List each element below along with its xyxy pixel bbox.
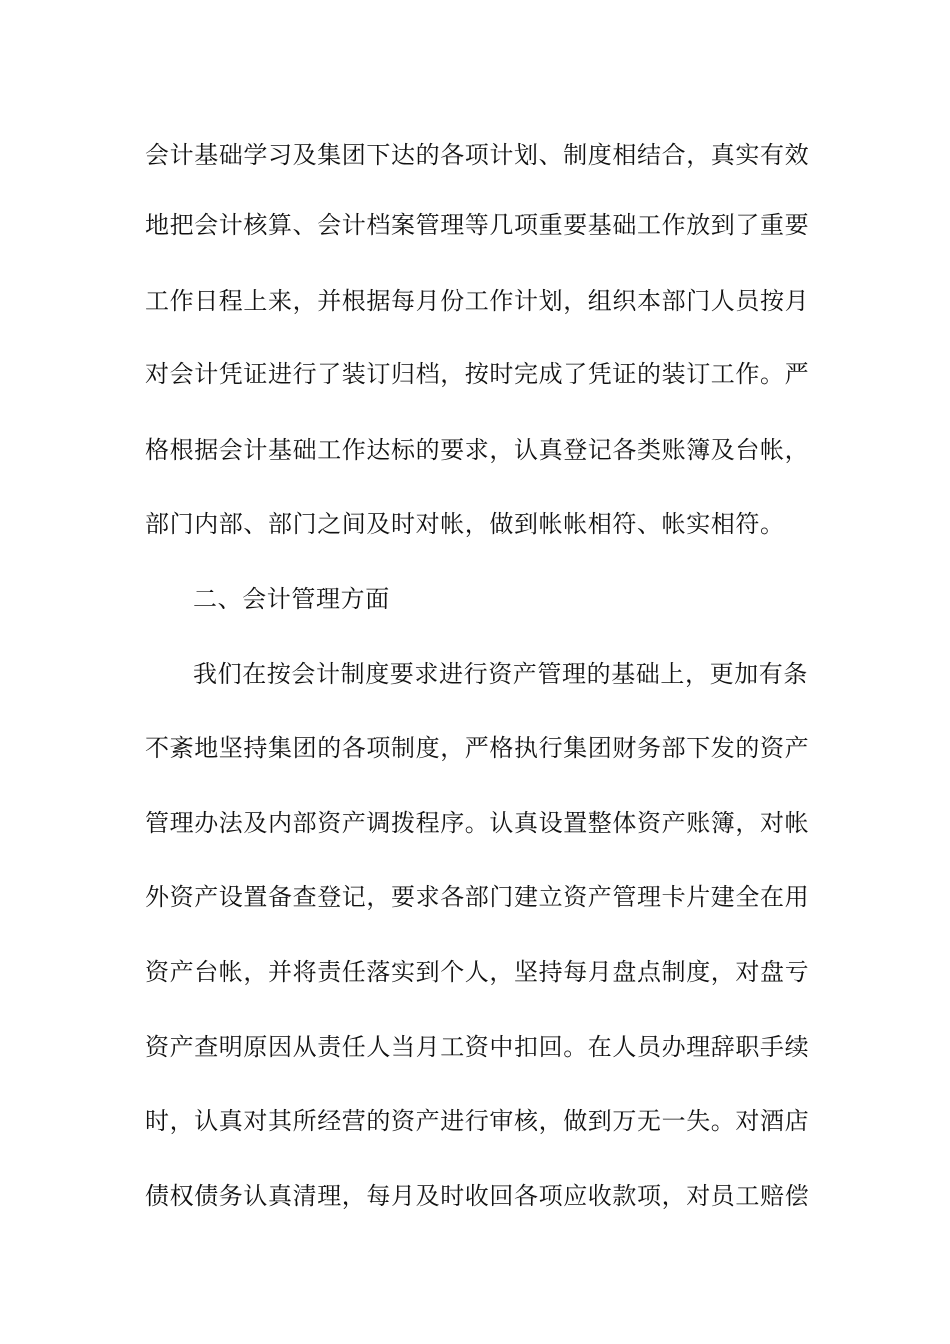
paragraph-line: 时，认真对其所经营的资产进行审核，做到万无一失。对酒店 xyxy=(145,1107,810,1135)
paragraph-line: 资产台帐，并将责任落实到个人，坚持每月盘点制度，对盘亏 xyxy=(145,958,810,986)
paragraph-line: 我们在按会计制度要求进行资产管理的基础上，更加有条 xyxy=(193,660,808,688)
paragraph-line: 管理办法及内部资产调拨程序。认真设置整体资产账簿，对帐 xyxy=(145,809,810,837)
paragraph-line: 工作日程上来，并根据每月份工作计划，组织本部门人员按月 xyxy=(145,287,810,315)
paragraph-line: 外资产设置备查登记，要求各部门建立资产管理卡片建全在用 xyxy=(145,883,810,911)
paragraph-line: 部门内部、部门之间及时对帐，做到帐帐相符、帐实相符。 xyxy=(145,510,785,538)
paragraph-line: 债权债务认真清理，每月及时收回各项应收款项，对员工赔偿 xyxy=(145,1182,810,1210)
paragraph-line: 不紊地坚持集团的各项制度，严格执行集团财务部下发的资产 xyxy=(145,734,810,762)
paragraph-line: 格根据会计基础工作达标的要求，认真登记各类账簿及台帐， xyxy=(145,436,810,464)
paragraph-line: 资产查明原因从责任人当月工资中扣回。在人员办理辞职手续 xyxy=(145,1033,810,1061)
paragraph-line: 对会计凭证进行了装订归档，按时完成了凭证的装订工作。严 xyxy=(145,360,810,388)
section-heading: 二、会计管理方面 xyxy=(193,585,390,613)
paragraph-line: 会计基础学习及集团下达的各项计划、制度相结合，真实有效 xyxy=(145,141,810,169)
paragraph-line: 地把会计核算、会计档案管理等几项重要基础工作放到了重要 xyxy=(145,211,810,239)
